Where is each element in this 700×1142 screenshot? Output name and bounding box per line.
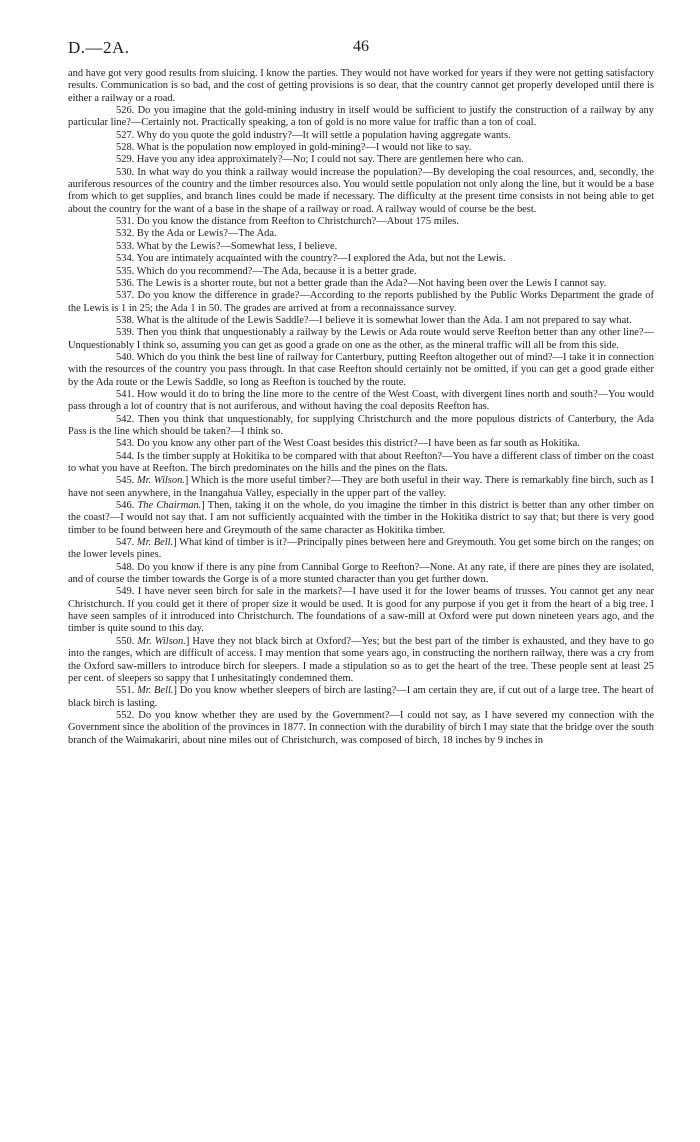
paragraph-537: 537. Do you know the difference in grade?—According to the reports published by the Public Works Department the grade of the Lewis is 1 in 25; the Ada 1 in 50. The grades are arrived at from a reconnaissance survey. bbox=[68, 290, 654, 314]
paragraph-531: 531. Do you know the distance from Reefton to Christchurch?—About 175 miles. bbox=[116, 216, 459, 228]
paragraph-527: 527. Why do you quote the gold industry?—It will settle a population having aggregate wants. bbox=[116, 129, 511, 141]
paragraph-532: 532. By the Ada or Lewis?—The Ada. bbox=[116, 228, 277, 240]
page-number: 46 bbox=[353, 38, 369, 55]
paragraph-539: 539. Then you think that unquestionably a railway by the Lewis or Ada route would serve Reefton better than any other line?—Unquestionably I think so, assuming you can get as good a grade on one as the other, as the mineral traffic will all be from this side. bbox=[68, 327, 654, 351]
paragraph-540: 540. Which do you think the best line of railway for Canterbury, putting Reefton altogether out of mind?—I take it in connection with the resources of the country you pass through. In that case Reefton should certainly not be omitted, if you can get a good grade either by the Ada route or the Lewis Saddle, so long as Reefton is touched by the route. bbox=[68, 351, 654, 388]
paragraph-538: 538. What is the altitude of the Lewis Saddle?—I believe it is somewhat lower than the Ada. I am not prepared to say what. bbox=[116, 314, 632, 326]
document-body bbox=[68, 68, 654, 747]
paragraph-536: 536. The Lewis is a shorter route, but not a better grade than the Ada?—Not having been over the Lewis I cannot say. bbox=[116, 277, 607, 289]
paragraph-545: 545. Mr. Wilson.] Which is the more useful timber?—They are both useful in their way. There is remarkably fine birch, such as I have not seen anywhere, in the Inangahua Valley, especially in the upper part of the valley. bbox=[68, 475, 655, 499]
paragraph-530: 530. In what way do you think a railway would increase the population?—By developing the coal resources, and, secondly, the auriferous resources of the country and the timber resources also. You would settle population not only along the line, but it would be a base from which to get supplies, and branch lines could be made if necessary. The difficulty at the present time consists in not being able to get about the country for the want of a base in the shape of a railway or road. A railway would of course be the best. bbox=[68, 166, 654, 215]
paragraph-549: 549. I have never seen birch for sale in the markets?—I have used it for the lower beams of trusses. You cannot get any near Christchurch. If you could get it there of proper size it would be used. It is good for any purpose if you get it from the heart of a big tree. I have seen samples of it introduced into Christchurch. The foundations of a saw-mill at Oxford were put down nineteen years ago, and the timber is quite sound to this day. bbox=[68, 586, 654, 635]
paragraph-533: 533. What by the Lewis?—Somewhat less, I believe. bbox=[116, 240, 338, 252]
paragraph-548: 548. Do you know if there is any pine from Cannibal Gorge to Reefton?—None. At any rate, if there are pines they are isolated, and of course the timber towards the Gorge is of a more stunted character than you get further down. bbox=[68, 561, 654, 586]
paragraph-552: 552. Do you know whether they are used by the Government?—I could not say, as I have severed my connection with the Government since the abolition of the provinces in 1877. In connection with the durability of birch I may state that the bridge over the south branch of the Waimakariri, about nine miles out of Christchurch, was composed of birch, 18 inches by 9 inches in bbox=[68, 709, 654, 746]
paragraph-544: 544. Is the timber supply at Hokitika to be compared with that about Reefton?—You have a different class of timber on the coast to what you have at Reefton. The birch predominates on the hills and the pines on the flats. bbox=[68, 450, 654, 474]
paragraph-543: 543. Do you know any other part of the West Coast besides this district?—I have been as far south as Hokitika. bbox=[116, 438, 580, 450]
paragraph-551: 551. Mr. Bell.] Do you know whether sleepers of birch are lasting?—I am certain they are, if cut out of a large tree. The heart of black birch is lasting. bbox=[68, 685, 655, 709]
paragraph-542: 542. Then you think that unquestionably, for supplying Christchurch and the more populous districts of Canterbury, the Ada Pass is the line which should be taken?—I think so. bbox=[68, 413, 654, 437]
paragraph-continuation: and have got very good results from sluicing. I know the parties. They would not have worked for years if they were not getting satisfactory results. Communication is so bad, and the cost of getting provisions is so dear, that the country cannot get properly developed until there is either a railway or a road. bbox=[68, 68, 654, 104]
paragraph-528: 528. What is the population now employed in gold-mining?—I would not like to say. bbox=[116, 142, 472, 154]
paragraph-546: 546. The Chairman.] Then, taking it on the whole, do you imagine the timber in this district is better than any other timber on the coast?—I would not say that. I am not sufficiently acquainted with the timber in the Hokitika district to say that; but there is very good timber to be found between here and Greymouth of the same character as Hokitika timber. bbox=[68, 500, 655, 536]
paragraph-534: 534. You are intimately acquainted with the country?—I explored the Ada, but not the Lewis. bbox=[116, 253, 506, 265]
paragraph-535: 535. Which do you recommend?—The Ada, because it is a better grade. bbox=[116, 265, 417, 277]
paragraph-529: 529. Have you any idea approximately?—No; I could not say. There are gentlemen here who can. bbox=[116, 154, 524, 166]
page-header bbox=[68, 38, 654, 68]
paragraph-550: 550. Mr. Wilson.] Have they not black birch at Oxford?—Yes; but the best part of the timber is exhausted, and they have to go into the ranges, which are difficult of access. I may mention that some years ago, in constructing the northern railway, there was a cry from the Oxford saw-millers to introduce birch for sleepers. I made a stipulation so as to get the heart of the tree. These people sent at least 25 per cent. of sleepers so sappy that I unhesitatingly condemned them. bbox=[68, 635, 655, 684]
paragraph-547: 547. Mr. Bell.] What kind of timber is it?—Principally pines between here and Greymouth. You get some birch on the ranges; on the lower levels pines. bbox=[68, 537, 655, 561]
document-reference: D.—2A. bbox=[68, 38, 130, 57]
paragraph-526: 526. Do you imagine that the gold-mining industry in itself would be sufficient to justify the construction of a railway by any particular line?—Certainly not. Practically speaking, a ton of gold is no more value for traffic than a ton of coal. bbox=[68, 105, 654, 129]
paragraph-541: 541. How would it do to bring the line more to the centre of the West Coast, with divergent lines north and south?—You would pass through a lot of country that is not auriferous, and without having the coal deposits Reefton has. bbox=[68, 388, 654, 413]
